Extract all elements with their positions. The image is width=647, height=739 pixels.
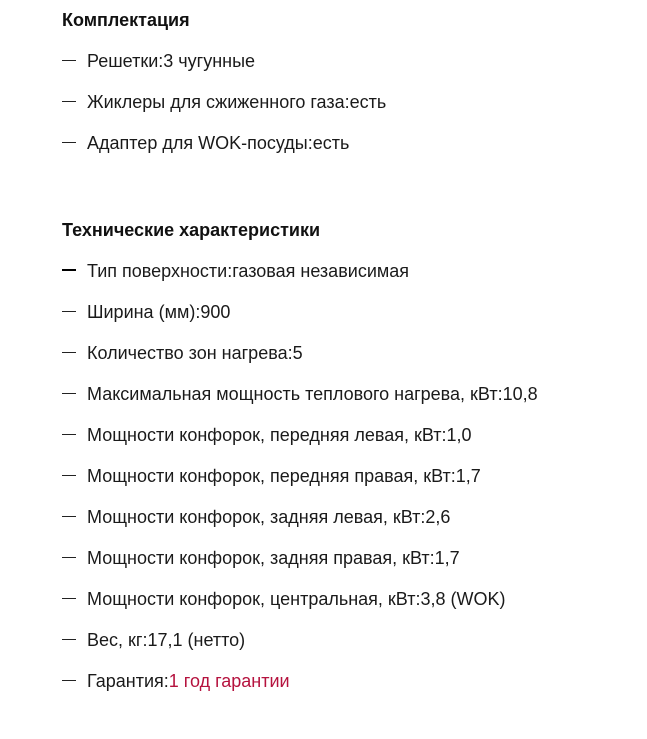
dash-icon (62, 60, 76, 61)
spec-value: газовая независимая (232, 261, 410, 281)
spec-separator: : (227, 261, 233, 281)
spec-separator: : (420, 507, 426, 527)
spec-separator: : (307, 133, 313, 153)
spec-item-burner-front-right (62, 464, 647, 488)
spec-label: Гарантия (87, 671, 164, 691)
spec-item-heating-zones (62, 341, 647, 365)
specs-section-title: Технические характеристики (62, 220, 321, 240)
dash-icon (62, 598, 76, 599)
dash-icon (62, 475, 76, 476)
spec-value: 1,0 (446, 425, 472, 445)
spec-value: 10,8 (502, 384, 538, 404)
spec-label: Максимальная мощность теплового нагрева, кВт (87, 384, 498, 404)
dash-icon (62, 311, 76, 312)
dash-icon (62, 393, 76, 394)
spec-separator: : (158, 51, 164, 71)
spec-label: Мощности конфорок, центральная, кВт (87, 589, 416, 609)
dash-icon (62, 680, 76, 681)
spec-item-warranty (62, 669, 647, 693)
equipment-list (62, 49, 647, 155)
spec-separator: : (195, 302, 201, 322)
spec-value: 3 чугунные (163, 51, 256, 71)
spec-item-burner-rear-right (62, 546, 647, 570)
dash-icon (62, 516, 76, 517)
dash-icon (62, 101, 76, 102)
spec-label: Решетки (87, 51, 159, 71)
spec-separator: : (344, 92, 350, 112)
spec-separator: : (441, 425, 447, 445)
spec-separator: : (163, 671, 169, 691)
dash-icon (62, 142, 76, 143)
spec-item-burner-rear-left (62, 505, 647, 529)
spec-separator: : (450, 466, 456, 486)
warranty-link[interactable]: 1 год гарантии (168, 671, 290, 691)
spec-item-surface-type (62, 259, 647, 283)
spec-value: 2,6 (425, 507, 451, 527)
spec-label: Мощности конфорок, задняя правая, кВт (87, 548, 430, 568)
equipment-section (62, 8, 647, 155)
spec-separator: : (429, 548, 435, 568)
spec-separator: : (287, 343, 293, 363)
spec-label: Мощности конфорок, передняя левая, кВт (87, 425, 442, 445)
spec-label: Жиклеры для сжиженного газа (87, 92, 345, 112)
specs-list (62, 259, 647, 693)
dash-icon (62, 639, 76, 640)
spec-value: есть (312, 133, 350, 153)
equipment-section-title: Комплектация (62, 10, 190, 30)
equipment-item-grates (62, 49, 647, 73)
spec-label: Ширина (мм) (87, 302, 196, 322)
spec-separator: : (415, 589, 421, 609)
spec-label: Тип поверхности (87, 261, 228, 281)
spec-item-max-power (62, 382, 647, 406)
dash-icon (62, 269, 76, 271)
spec-label: Мощности конфорок, передняя правая, кВт (87, 466, 451, 486)
spec-value: 1,7 (434, 548, 460, 568)
spec-label: Вес, кг (87, 630, 143, 650)
spec-value: 3,8 (WOK) (420, 589, 506, 609)
spec-value: 17,1 (нетто) (147, 630, 246, 650)
spec-label: Количество зон нагрева (87, 343, 288, 363)
spec-item-burner-front-left (62, 423, 647, 447)
equipment-item-wok-adapter (62, 131, 647, 155)
spec-item-burner-central (62, 587, 647, 611)
equipment-item-jets (62, 90, 647, 114)
specs-section (62, 218, 647, 693)
spec-separator: : (142, 630, 148, 650)
spec-value: 1,7 (455, 466, 481, 486)
spec-value: 5 (292, 343, 303, 363)
spec-item-width (62, 300, 647, 324)
spec-value: 900 (200, 302, 231, 322)
spec-item-weight (62, 628, 647, 652)
dash-icon (62, 434, 76, 435)
spec-label: Мощности конфорок, задняя левая, кВт (87, 507, 421, 527)
dash-icon (62, 352, 76, 353)
spec-label: Адаптер для WOK-посуды (87, 133, 308, 153)
spec-value: есть (349, 92, 387, 112)
dash-icon (62, 557, 76, 558)
spec-separator: : (497, 384, 503, 404)
